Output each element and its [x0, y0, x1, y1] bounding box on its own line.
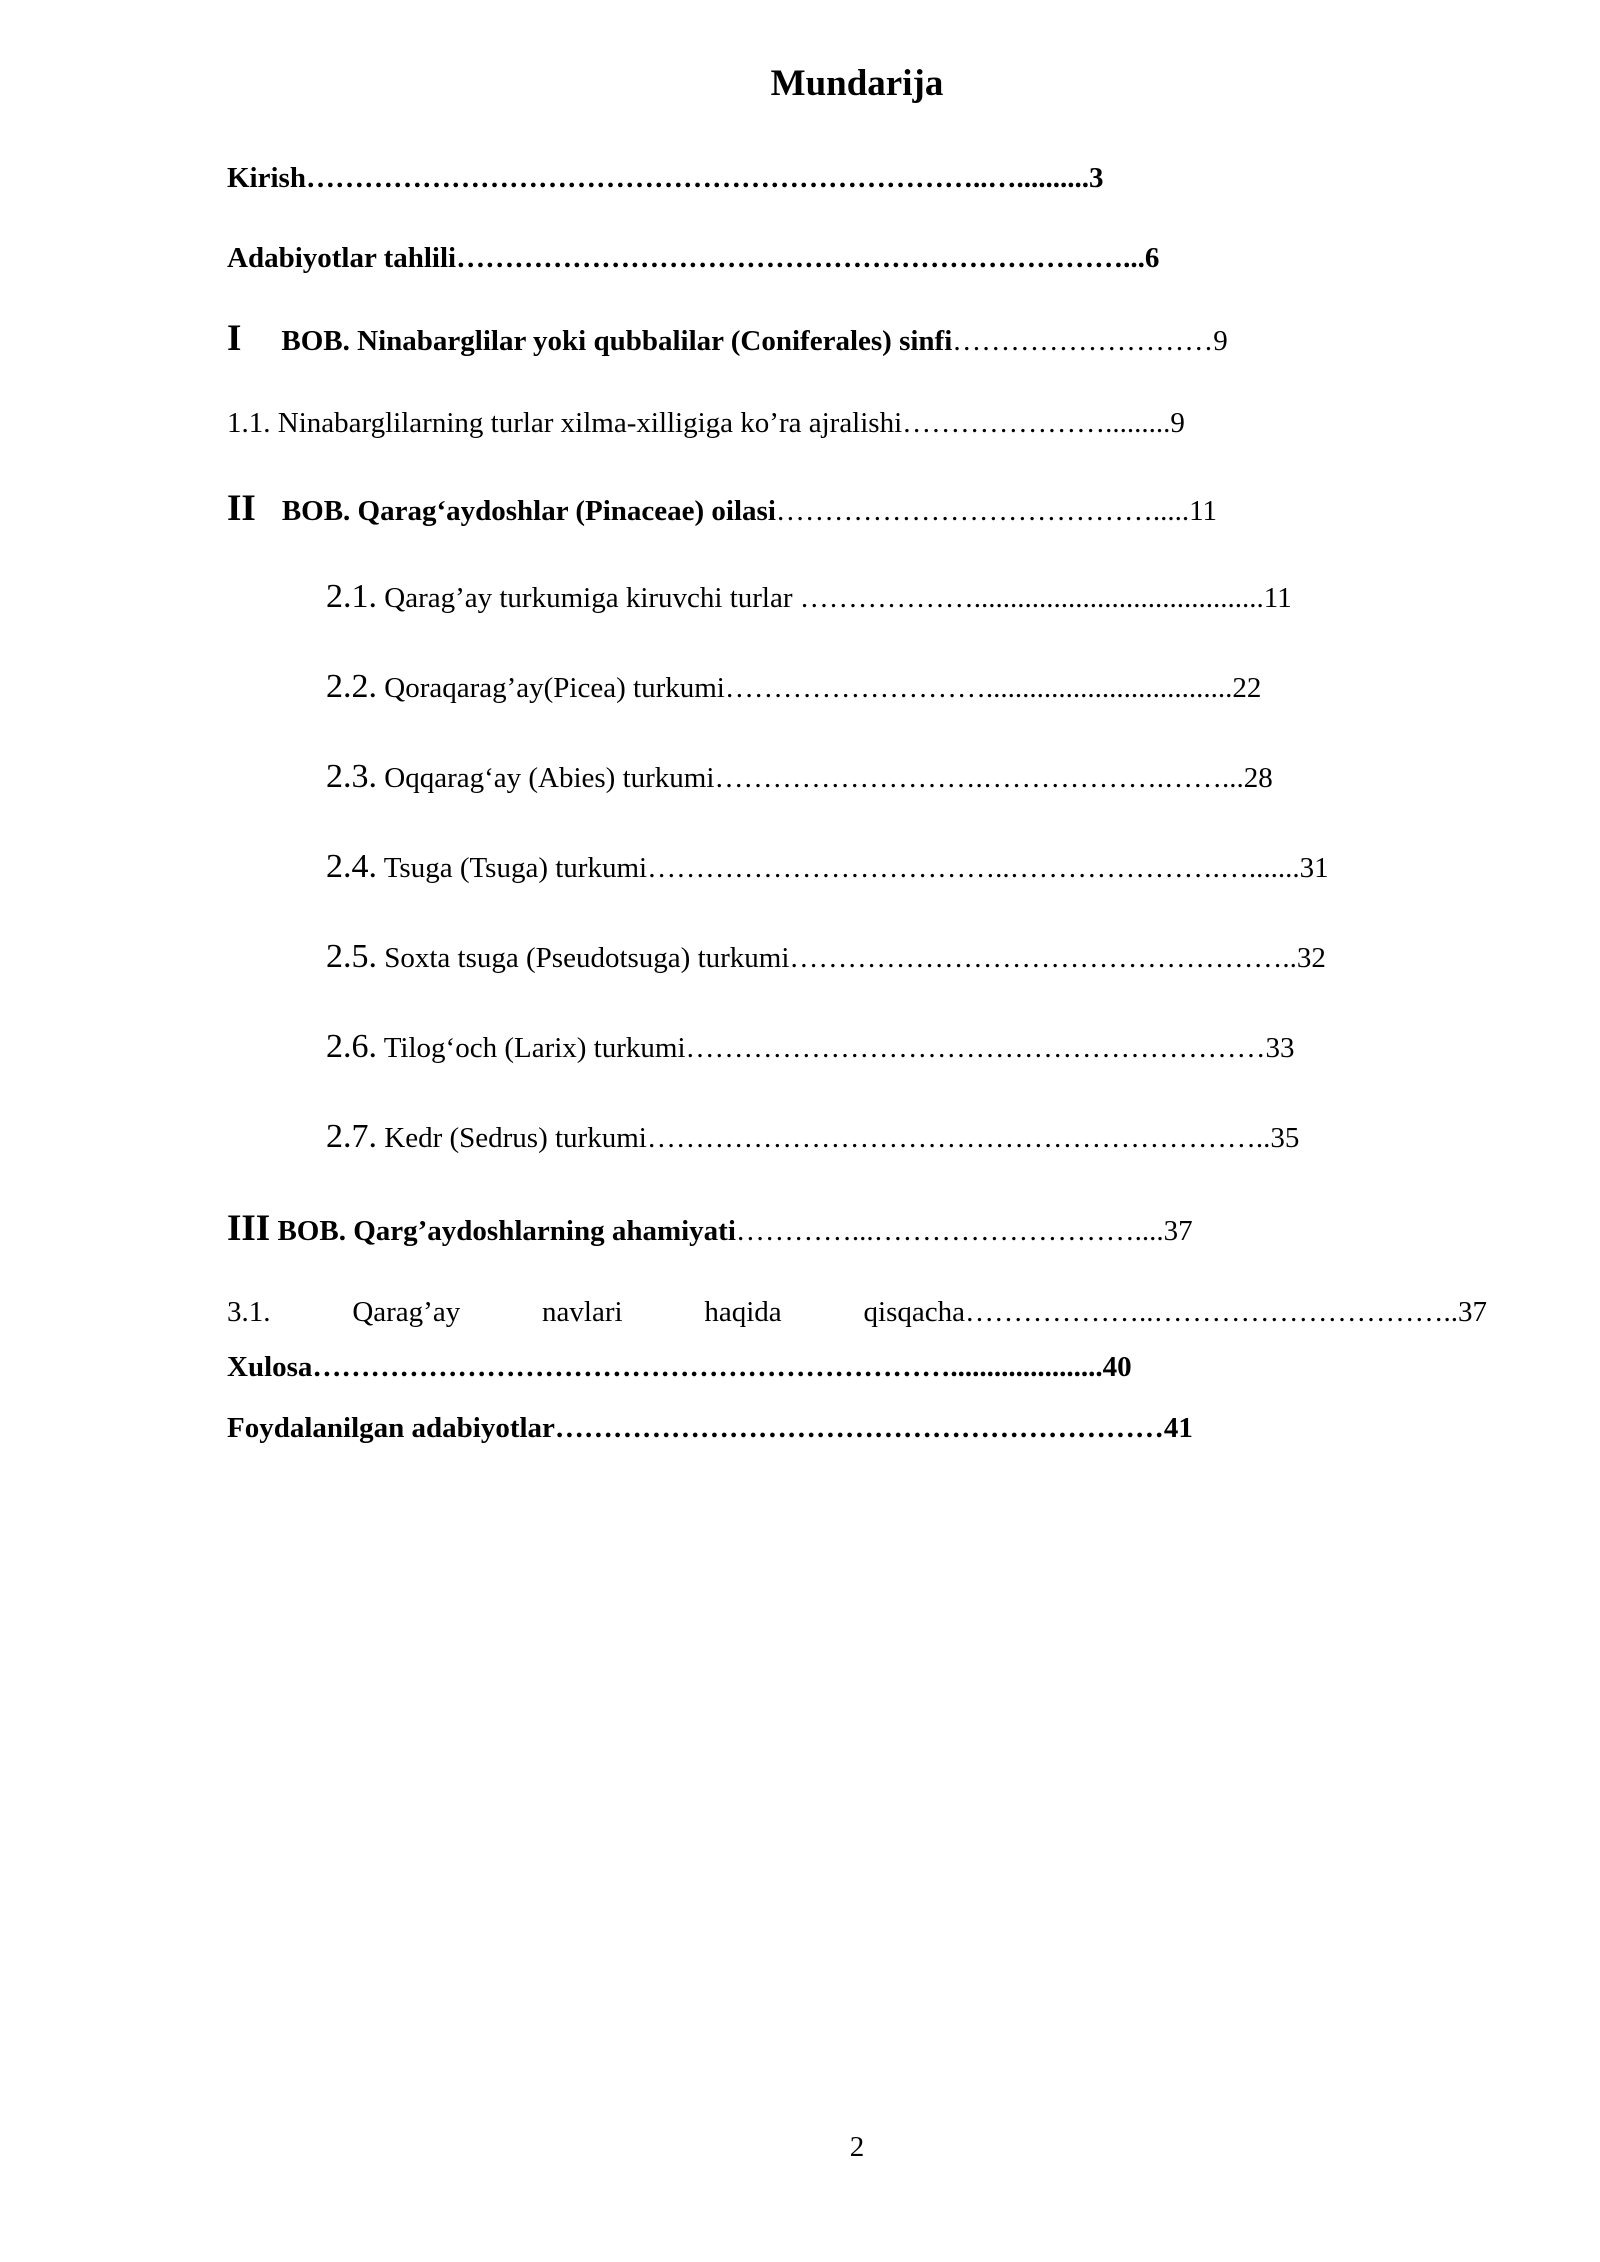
toc-section-2-3[interactable]	[326, 760, 1273, 794]
page-number: 2	[849, 2131, 865, 2163]
toc-section-2-5[interactable]	[326, 940, 1326, 974]
toc-chapter-3[interactable]	[227, 1210, 1193, 1247]
section-word: navlari	[542, 1296, 623, 1328]
toc-leader-dots: ………………………………………………………….....................	[312, 1351, 1103, 1383]
toc-entry-label: Foydalanilgan adabiyotlar	[227, 1412, 555, 1444]
toc-page-number: 22	[1232, 672, 1262, 704]
toc-page-number: 3	[1088, 162, 1104, 194]
toc-leader-dots: ………………………………………………………	[554, 1412, 1164, 1444]
toc-leader-dots: ………………………………..………………….….......	[647, 852, 1300, 884]
chapter-numeral: I	[227, 318, 242, 359]
section-word-with-leader: qisqacha………………..…………………………..37	[863, 1296, 1487, 1328]
toc-section-2-6[interactable]	[326, 1030, 1295, 1064]
toc-leader-dots: ……………………………………………………………...	[456, 242, 1145, 274]
section-title: Qoraqarag’ay(Picea) turkumi	[384, 672, 725, 704]
section-title: Soxta tsuga (Pseudotsuga) turkumi	[384, 942, 790, 974]
toc-entry-adabiyotlar-tahlili[interactable]	[227, 244, 1159, 273]
section-word: haqida	[704, 1296, 782, 1328]
section-number: 2.7.	[326, 1118, 377, 1155]
toc-leader-dots: ………………….........	[902, 407, 1171, 439]
toc-page-number: 40	[1102, 1351, 1132, 1383]
toc-chapter-1[interactable]	[227, 320, 1228, 357]
chapter-title: BOB. Qarag‘aydoshlar (Pinaceae) oilasi	[281, 495, 776, 527]
toc-entry-kirish[interactable]	[227, 164, 1103, 193]
section-number: 2.1.	[326, 578, 377, 615]
toc-leader-dots: ……………………………………………..	[789, 942, 1297, 974]
toc-leader-dots: …………...………………………....	[735, 1215, 1164, 1247]
toc-page-number: 11	[1263, 582, 1292, 614]
toc-page-number: 11	[1189, 495, 1218, 527]
toc-leader-dots: ………………........................................	[792, 582, 1264, 614]
toc-section-2-7[interactable]	[326, 1120, 1299, 1154]
toc-page-number: 31	[1299, 852, 1329, 884]
toc-chapter-2[interactable]	[227, 490, 1217, 527]
section-title: Tsuga (Tsuga) turkumi	[383, 852, 648, 884]
section-number: 2.6.	[326, 1028, 377, 1065]
toc-page-number: 33	[1265, 1032, 1295, 1064]
toc-section-2-1[interactable]	[326, 580, 1292, 614]
toc-entry-label: Xulosa	[227, 1351, 313, 1383]
toc-page-number: 35	[1270, 1122, 1300, 1154]
toc-page-number: 37	[1163, 1215, 1193, 1247]
toc-page-number: 28	[1243, 762, 1273, 794]
chapter-numeral: II	[227, 488, 256, 529]
section-number: 2.2.	[326, 668, 377, 705]
toc-page-number: 9	[1170, 407, 1185, 439]
toc-leader-dots: ………………………	[952, 325, 1214, 357]
toc-leader-dots: ………………………………….....	[775, 495, 1190, 527]
toc-page-number: 9	[1213, 325, 1228, 357]
toc-entry-label: Adabiyotlar tahlili	[227, 242, 457, 274]
section-number: 2.3.	[326, 758, 377, 795]
toc-leader-dots: ……………………………………………………	[685, 1032, 1266, 1064]
chapter-numeral: III	[227, 1208, 271, 1249]
chapter-title: BOB. Qarg’aydoshlarning ahamiyati	[277, 1215, 736, 1247]
section-title: Kedr (Sedrus) turkumi	[384, 1122, 647, 1154]
section-title: Tilog‘och (Larix) turkumi	[383, 1032, 686, 1064]
section-number: 2.4.	[326, 848, 377, 885]
toc-section-2-4[interactable]	[326, 850, 1329, 884]
toc-leader-dots: ……………………………………………………………..…..........	[305, 162, 1089, 194]
section-number: 3.1.	[227, 1296, 271, 1328]
section-title: 1.1. Ninabarglilarning turlar xilma-xilligiga ko’ra ajralishi	[227, 407, 903, 439]
toc-leader-dots: ………………………………………………………..	[646, 1122, 1271, 1154]
toc-section-3-1[interactable]	[227, 1298, 1487, 1327]
section-word: Qarag’ay	[352, 1296, 461, 1328]
toc-page-number: 6	[1144, 242, 1160, 274]
toc-entry-label: Kirish	[227, 162, 306, 194]
toc-page-number: 41	[1163, 1412, 1193, 1444]
section-title: Qarag’ay turkumiga kiruvchi turlar	[384, 582, 793, 614]
section-title: Oqqarag‘ay (Abies) turkumi	[384, 762, 715, 794]
chapter-title: BOB. Ninabarglilar yoki qubbalilar (Coniferales) sinfi	[281, 325, 953, 357]
toc-page-number: 32	[1296, 942, 1326, 974]
section-number: 2.5.	[326, 938, 377, 975]
toc-section-2-2[interactable]	[326, 670, 1261, 704]
toc-section-1-1[interactable]	[227, 409, 1185, 438]
toc-entry-foydalanilgan-adabiyotlar[interactable]	[227, 1414, 1193, 1443]
page-title: Mundarija	[770, 63, 944, 104]
toc-leader-dots: ……………………….……………….……...	[714, 762, 1244, 794]
toc-entry-xulosa[interactable]	[227, 1353, 1132, 1382]
toc-leader-dots: ………………………..................................	[724, 672, 1233, 704]
